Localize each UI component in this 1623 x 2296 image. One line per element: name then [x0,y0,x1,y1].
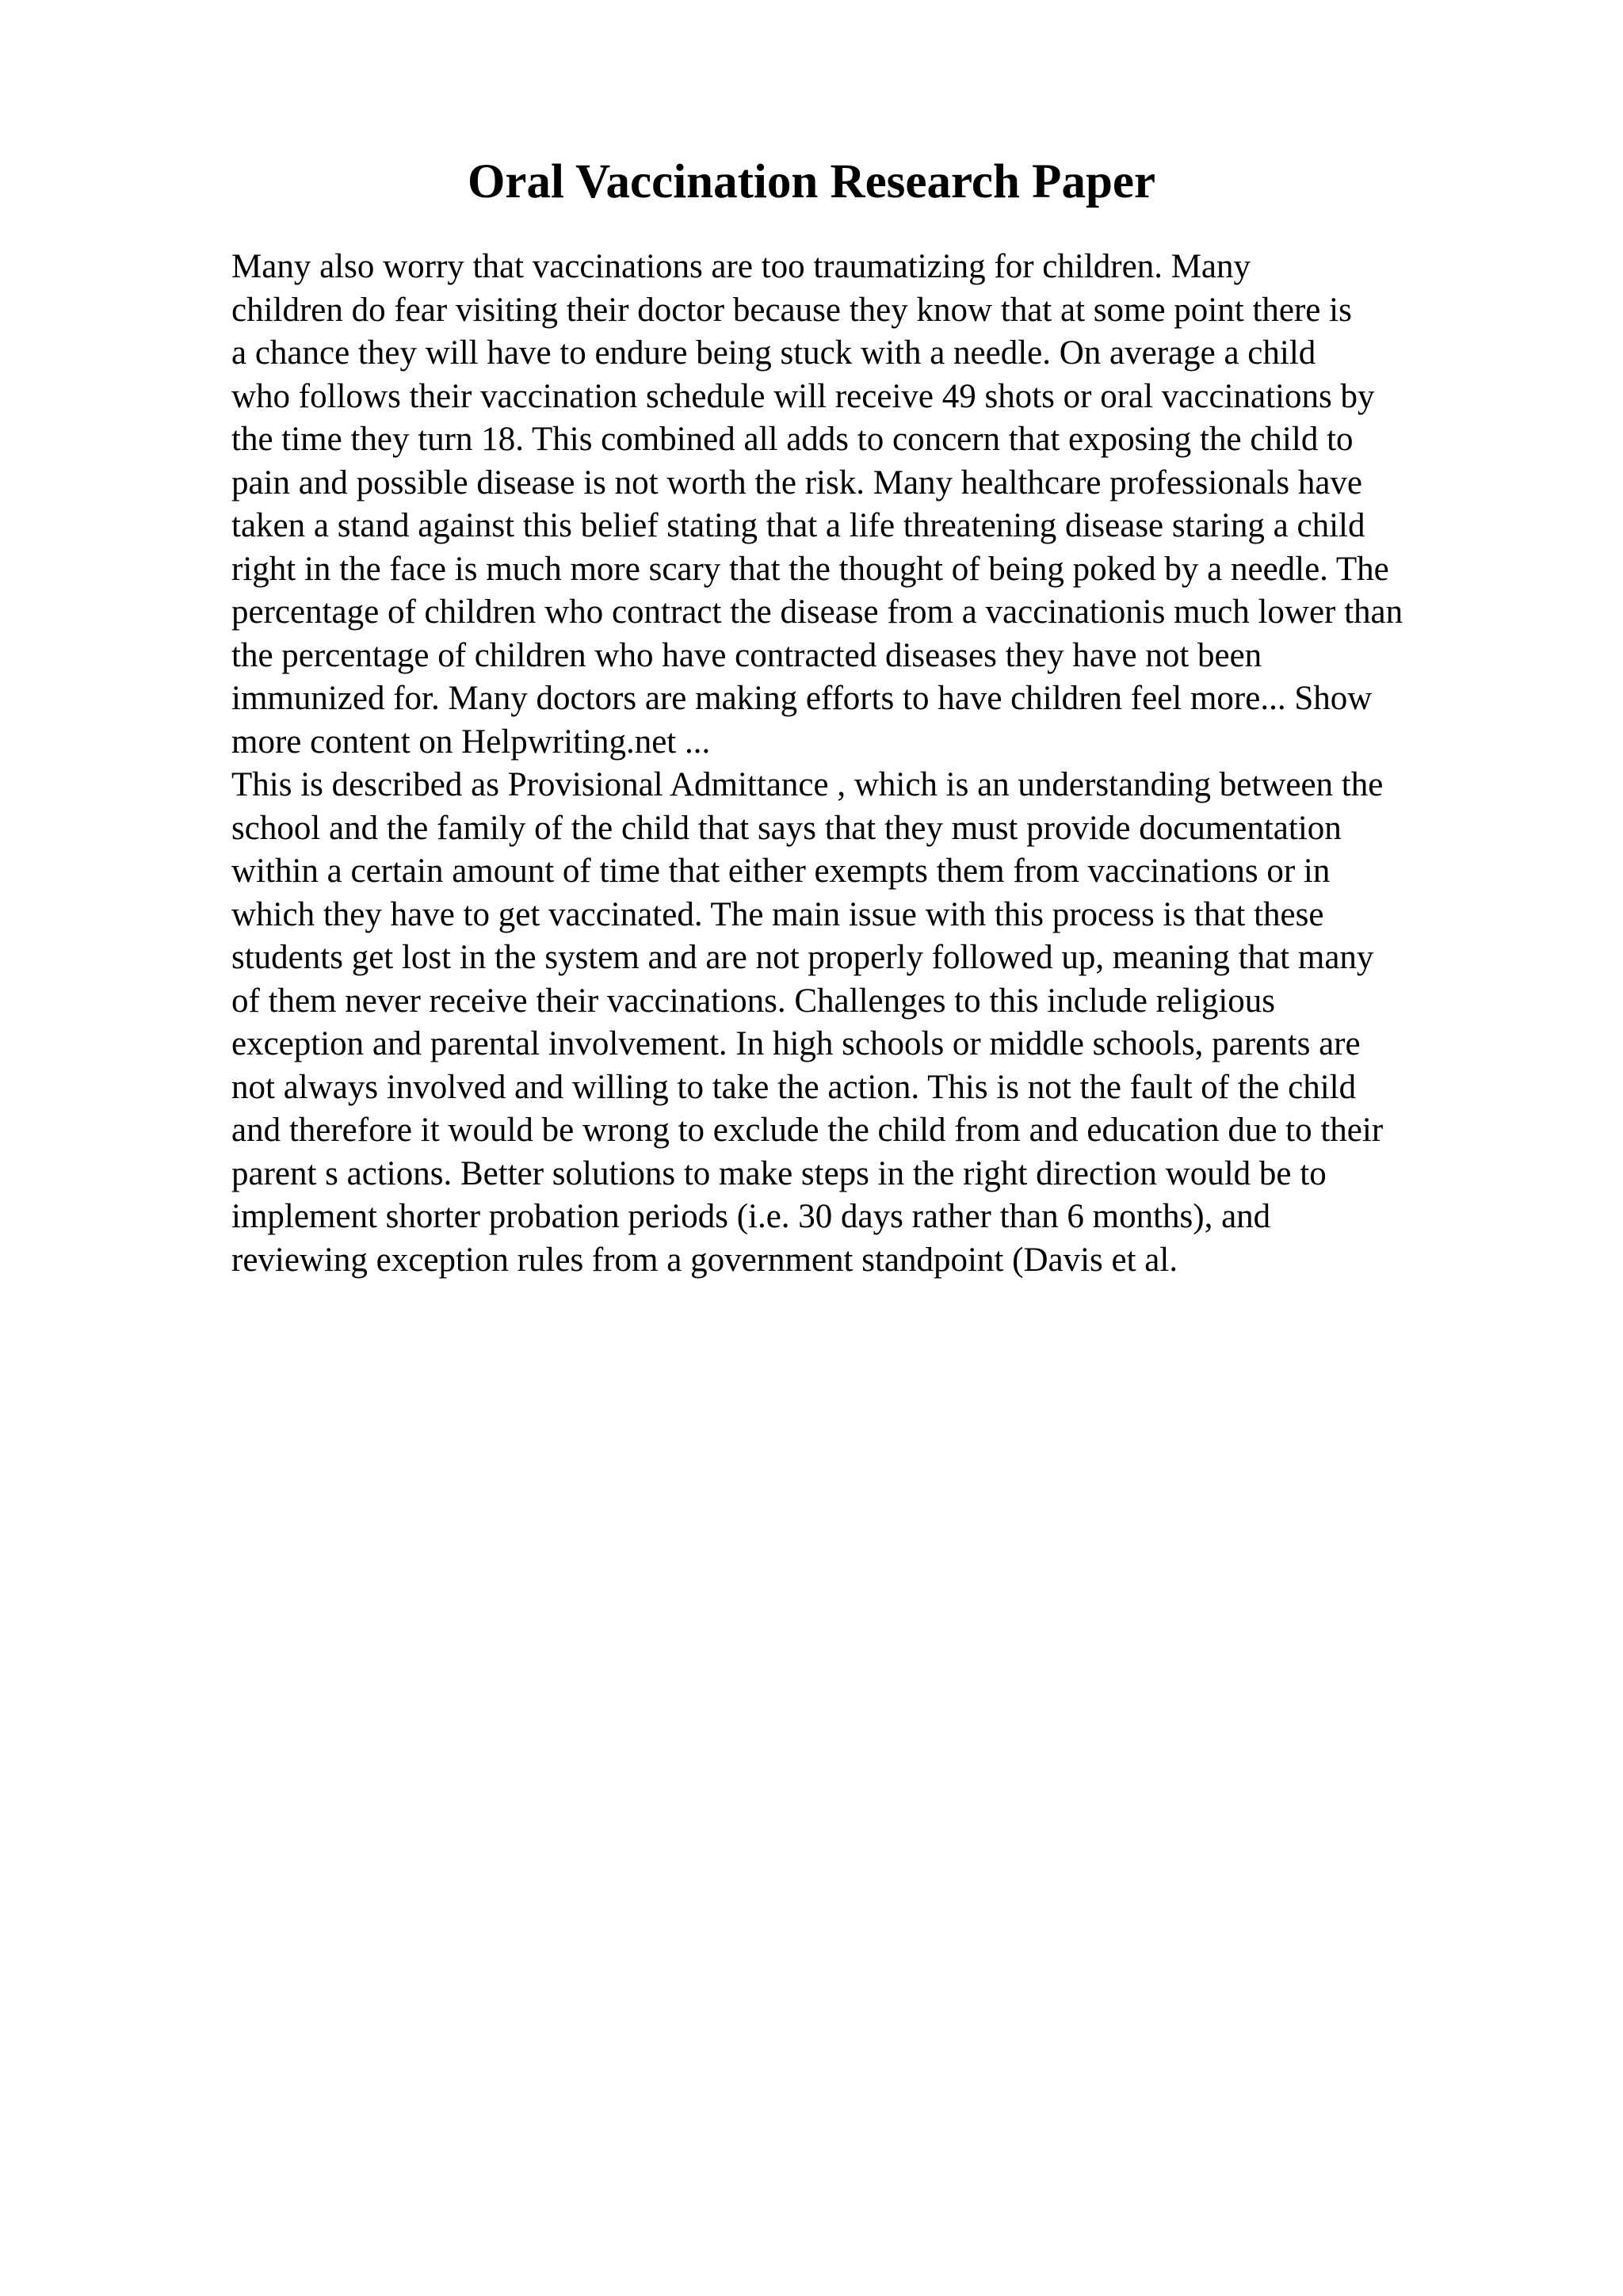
text-line: of them never receive their vaccinations. Challenges to this include religious [231,982,1276,1020]
text-line: reviewing exception rules from a government standpoint (Davis et al. [231,1241,1178,1279]
text-line: within a certain amount of time that either exempts them from vaccinations or in [231,852,1331,890]
text-line: percentage of children who contract the disease from a vaccinationis much lower than [231,593,1403,631]
text-line: the time they turn 18. This combined all adds to concern that exposing the child to [231,421,1354,458]
page-title: Oral Vaccination Research Paper [467,155,1156,208]
text-line: children do fear visiting their doctor because they know that at some point there is [231,291,1352,329]
text-line: taken a stand against this belief stating that a life threatening disease staring a child [231,507,1365,544]
text-line: right in the face is much more scary that the thought of being poked by a needle. The [231,550,1389,588]
text-line: Many also worry that vaccinations are too traumatizing for children. Many [231,248,1251,285]
text-line: and therefore it would be wrong to exclude the child from and education due to their [231,1112,1384,1149]
text-line: parent s actions. Better solutions to make steps in the right direction would be to [231,1154,1327,1192]
text-line: immunized for. Many doctors are making efforts to have children feel more... Show [231,680,1373,717]
text-line: school and the family of the child that says that they must provide documentation [231,809,1342,847]
text-line: exception and parental involvement. In high schools or middle schools, parents are [231,1025,1361,1062]
text-line: who follows their vaccination schedule will receive 49 shots or oral vaccinations by [231,377,1375,415]
text-line: not always involved and willing to take the action. This is not the fault of the child [231,1068,1357,1106]
text-line: implement shorter probation periods (i.e. 30 days rather than 6 months), and [231,1198,1271,1235]
text-line: more content on Helpwriting.net ... [231,723,711,761]
body-text [231,246,1531,1282]
text-line: pain and possible disease is not worth the risk. Many healthcare professionals have [231,463,1362,502]
text-line: a chance they will have to endure being stuck with a needle. On average a child [231,334,1316,372]
text-line: the percentage of children who have contracted diseases they have not been [231,636,1262,674]
text-line: students get lost in the system and are not properly followed up, meaning that many [231,939,1374,976]
text-line: This is described as Provisional Admittance , which is an understanding between the [231,766,1384,803]
text-line: which they have to get vaccinated. The main issue with this process is that these [231,895,1324,933]
